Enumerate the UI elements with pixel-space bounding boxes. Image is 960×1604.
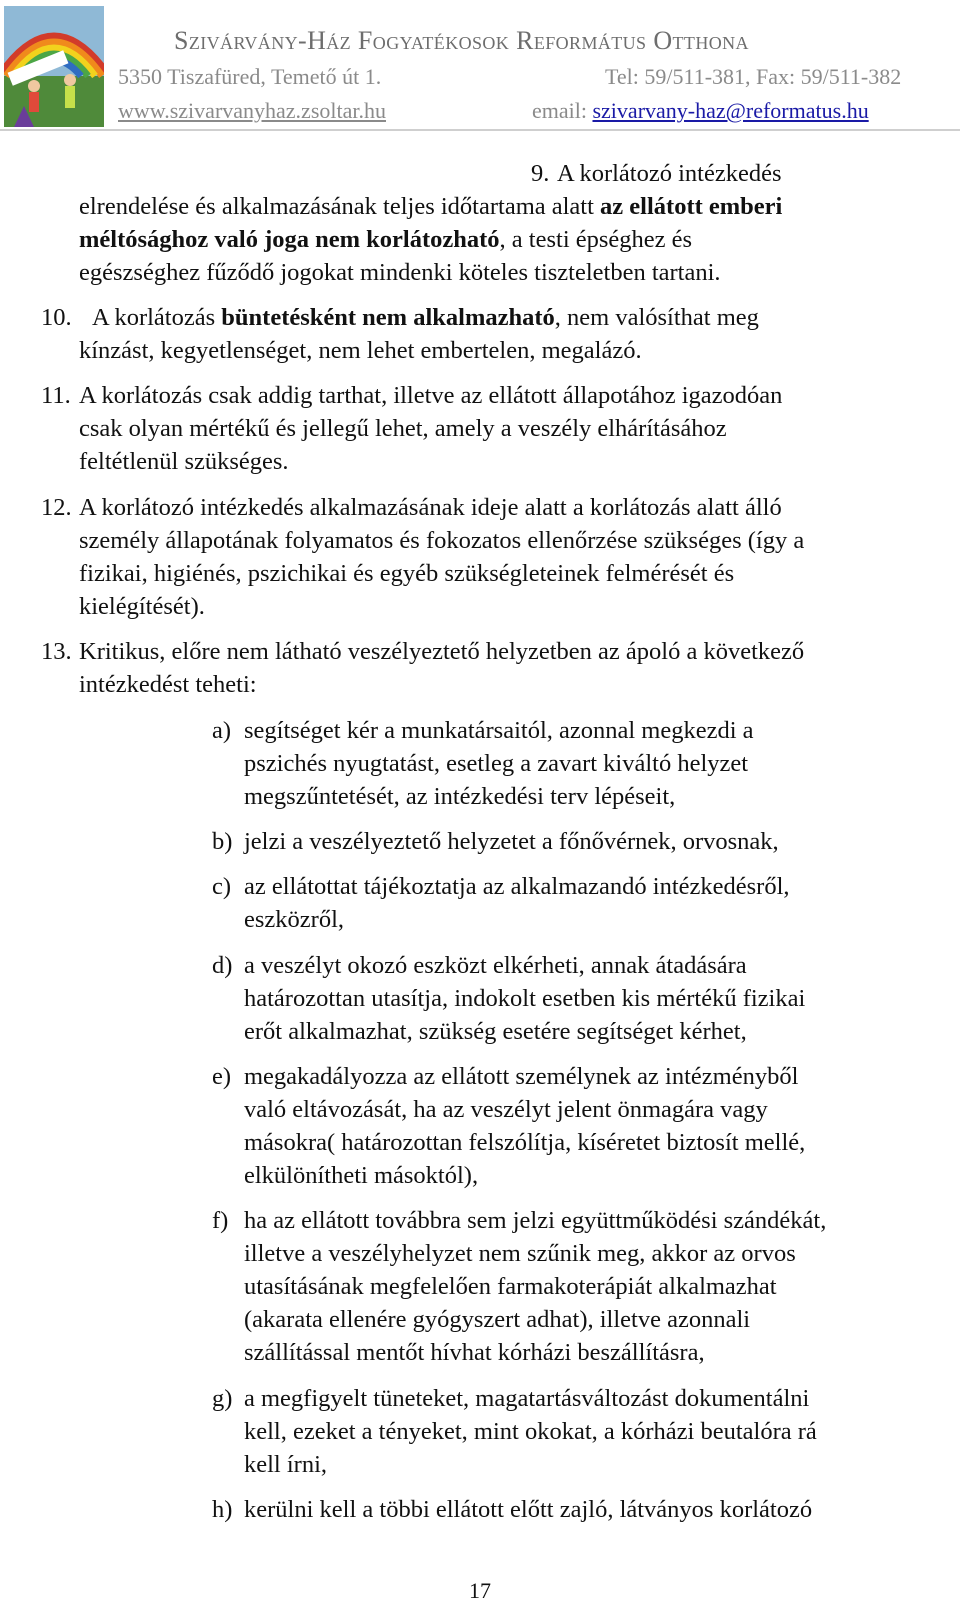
institution-address: 5350 Tiszafüred, Temető út 1. <box>118 64 382 89</box>
item-11-line: A korlátozás csak addig tarthat, illetve az ellátott állapotához igazodóan <box>79 382 783 409</box>
item-12-number: 12. <box>41 494 72 521</box>
item-9-text: elrendelése és alkalmazásának teljes időtartama alatt <box>79 193 601 220</box>
item-10-number: 10. <box>41 304 72 331</box>
subitem-f-line: utasításának megfelelően farmakoterápiát alkalmazhat <box>244 1273 777 1300</box>
item-9-line <box>79 190 782 223</box>
item-9-line: egészséghez fűződő jogokat mindenki köteles tiszteletben tartani. <box>79 259 721 286</box>
subitem-a-line: megszűntetését, az intézkedési terv lépéseit, <box>244 783 676 810</box>
item-10-emphasis: büntetésként nem alkalmazható <box>221 304 555 331</box>
subitem-f-line: (akarata ellenére gyógyszert adhat), illetve azonnali <box>244 1306 751 1333</box>
item-9-number: 9. <box>531 160 550 187</box>
institution-phone-fax: Tel: 59/511-381, Fax: 59/511-382 <box>605 64 902 89</box>
email-label: email: <box>532 98 593 123</box>
item-9-emphasis: méltósághoz való joga nem korlátozható <box>79 226 500 253</box>
item-11-line: csak olyan mértékű és jellegű lehet, amely a veszély elhárításához <box>79 415 727 442</box>
subitem-c-letter: c) <box>212 873 232 900</box>
subitem-d-line: erőt alkalmazhat, szükség esetére segítséget kérhet, <box>244 1018 747 1045</box>
subitem-f-line: szállítással mentőt hívhat kórházi beszállításra, <box>244 1339 705 1366</box>
item-13-line: intézkedést teheti: <box>79 671 257 698</box>
page-number: 17 <box>469 1578 491 1603</box>
subitem-b-letter: b) <box>212 828 233 855</box>
item-9-line <box>79 223 692 256</box>
item-12-line: személy állapotának folyamatos és fokozatos ellenőrzése szükséges (így a <box>79 527 805 554</box>
subitem-a-line: pszichés nyugtatást, esetleg a zavart kiváltó helyzet <box>244 750 749 777</box>
subitem-a-letter: a) <box>212 717 232 744</box>
subitem-h-letter: h) <box>212 1496 233 1523</box>
subitem-e-line: megakadályozza az ellátott személynek az intézményből <box>244 1063 799 1090</box>
subitem-b-line: jelzi a veszélyeztető helyzetet a főnővérnek, orvosnak, <box>244 828 779 855</box>
subitem-e-line: való eltávozását, ha az veszélyt jelent önmagára vagy <box>244 1096 768 1123</box>
subitem-g-letter: g) <box>212 1385 233 1412</box>
subitem-a-line: segítséget kér a munkatársaitól, azonnal megkezdi a <box>244 717 754 744</box>
item-9-line: A korlátozó intézkedés <box>557 160 782 187</box>
subitem-g-line: a megfigyelt tüneteket, magatartásváltozást dokumentálni <box>244 1385 810 1412</box>
item-11-number: 11. <box>41 382 71 409</box>
item-9-text: , a testi épséghez és <box>499 226 693 253</box>
subitem-h-line: kerülni kell a többi ellátott előtt zajló, látványos korlátozó <box>244 1496 813 1523</box>
item-10-text: A korlátozás <box>92 304 222 331</box>
item-12-line: A korlátozó intézkedés alkalmazásának ideje alatt a korlátozás alatt álló <box>79 494 782 521</box>
subitem-d-letter: d) <box>212 952 233 979</box>
website-link[interactable]: www.szivarvanyhaz.zsoltar.hu <box>118 98 386 123</box>
item-12-line: kielégítését). <box>79 593 205 620</box>
item-11-line: feltétlenül szükséges. <box>79 448 289 475</box>
subitem-e-letter: e) <box>212 1063 232 1090</box>
item-13-number: 13. <box>41 638 72 665</box>
subitem-f-line: ha az ellátott továbbra sem jelzi együttműködési szándékát, <box>244 1207 827 1234</box>
item-10-line <box>92 301 759 334</box>
subitem-d-line: a veszélyt okozó eszközt elkérheti, annak átadására <box>244 952 747 979</box>
subitem-c-line: az ellátottat tájékoztatja az alkalmazandó intézkedésről, <box>244 873 790 900</box>
subitem-e-line: elkülönítheti másoktól), <box>244 1162 479 1189</box>
subitem-f-letter: f) <box>212 1207 229 1234</box>
subitem-f-line: illetve a veszélyhelyzet nem szűnik meg, akkor az orvos <box>244 1240 796 1267</box>
item-10-text: , nem valósíthat meg <box>554 304 759 331</box>
subitem-c-line: eszközről, <box>244 906 344 933</box>
email-link[interactable]: szivarvany-haz@reformatus.hu <box>592 98 869 123</box>
institution-name: Szivárvány-Ház Fogyatékosok Református Otthona <box>174 26 749 55</box>
item-13-line: Kritikus, előre nem látható veszélyeztető helyzetben az ápoló a következő <box>79 638 805 665</box>
subitem-g-line: kell írni, <box>244 1451 328 1478</box>
item-10-line: kínzást, kegyetlenséget, nem lehet embertelen, megalázó. <box>79 337 642 364</box>
subitem-e-line: másokra( határozottan felszólítja, kíséretet biztosít mellé, <box>244 1129 806 1156</box>
item-9-emphasis: az ellátott emberi <box>600 193 783 220</box>
subitem-d-line: határozottan utasítja, indokolt esetben kis mértékű fizikai <box>244 985 806 1012</box>
subitem-g-line: kell, ezeket a tényeket, mint okokat, a kórházi beutalóra rá <box>244 1418 817 1445</box>
item-12-line: fizikai, higiénés, pszichikai és egyéb szükségleteinek felmérését és <box>79 560 735 587</box>
